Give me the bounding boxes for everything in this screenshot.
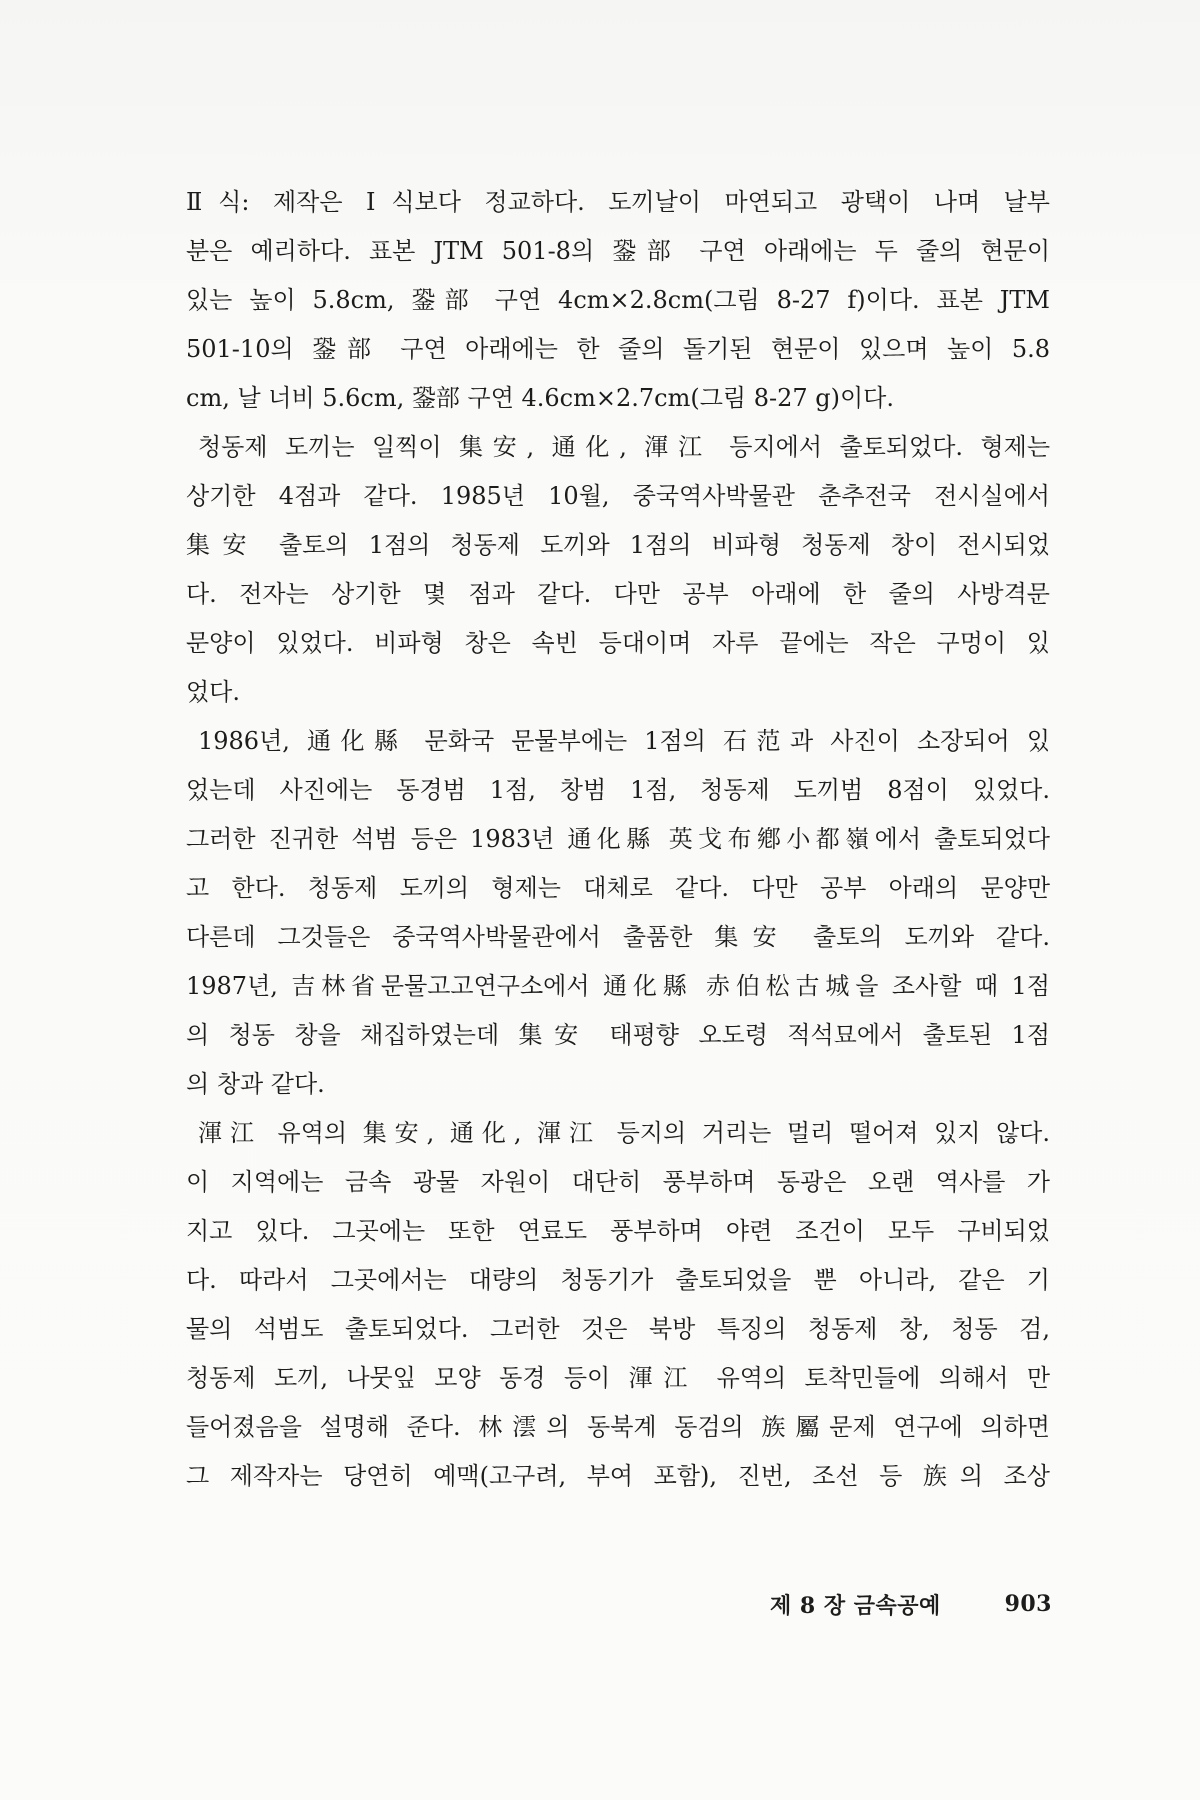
- chapter-title: 제 8 장 금속공예: [770, 1592, 941, 1619]
- text-line: 있는 높이 5.8cm, 銎部 구연 4cm×2.8cm(그림 8-27 f)이다. 표본 JTM: [186, 286, 1050, 314]
- text-line: 물의 석범도 출토되었다. 그러한 것은 북방 특징의 청동제 창, 청동 검,: [186, 1315, 1050, 1343]
- text-line: 상기한 4점과 같다. 1985년 10월, 중국역사박물관 춘추전국 전시실에서: [186, 482, 1050, 510]
- text-line: 集安 출토의 1점의 청동제 도끼와 1점의 비파형 청동제 창이 전시되었: [186, 531, 1050, 559]
- text-line: 었는데 사진에는 동경범 1점, 창범 1점, 청동제 도끼범 8점이 있었다.: [186, 776, 1050, 804]
- text-line: 고 한다. 청동제 도끼의 형제는 대체로 같다. 다만 공부 아래의 문양만: [186, 874, 1050, 902]
- page-number: 903: [1004, 1591, 1052, 1617]
- text-line: 1987년, 吉林省문물고고연구소에서 通化縣 赤伯松古城을 조사할 때 1점: [186, 972, 1050, 1000]
- text-line: 1986년, 通化縣 문화국 문물부에는 1점의 石范과 사진이 소장되어 있: [198, 727, 1050, 755]
- text-line: 渾江 유역의 集安, 通化, 渾江 등지의 거리는 멀리 떨어져 있지 않다.: [198, 1119, 1050, 1147]
- text-line: 다. 전자는 상기한 몇 점과 같다. 다만 공부 아래에 한 줄의 사방격문: [186, 580, 1050, 608]
- text-line: 지고 있다. 그곳에는 또한 연료도 풍부하며 야련 조건이 모두 구비되었: [186, 1217, 1050, 1245]
- text-line: 501-10의 銎部 구연 아래에는 한 줄의 돌기된 현문이 있으며 높이 5.8: [186, 335, 1050, 363]
- text-line: cm, 날 너비 5.6cm, 銎部 구연 4.6cm×2.7cm(그림 8-27 g)이다.: [186, 384, 894, 412]
- page-footer: [770, 1586, 1052, 1622]
- text-line: 분은 예리하다. 표본 JTM 501-8의 銎部 구연 아래에는 두 줄의 현문이: [186, 237, 1050, 265]
- text-line: 의 청동 창을 채집하였는데 集安 태평향 오도령 적석묘에서 출토된 1점: [186, 1021, 1050, 1049]
- text-line: 청동제 도끼는 일찍이 集安, 通化, 渾江 등지에서 출토되었다. 형제는: [198, 433, 1050, 461]
- text-line: 이 지역에는 금속 광물 자원이 대단히 풍부하며 동광은 오랜 역사를 가: [186, 1168, 1050, 1196]
- text-line: 다른데 그것들은 중국역사박물관에서 출품한 集安 출토의 도끼와 같다.: [186, 923, 1050, 951]
- text-line: 의 창과 같다.: [186, 1070, 325, 1098]
- text-line: 다. 따라서 그곳에서는 대량의 청동기가 출토되었을 뿐 아니라, 같은 기: [186, 1266, 1050, 1294]
- text-line: Ⅱ식: 제작은 Ⅰ식보다 정교하다. 도끼날이 마연되고 광택이 나며 날부: [186, 188, 1050, 216]
- text-line: 들어졌음을 설명해 준다. 林澐의 동북계 동검의 族屬문제 연구에 의하면: [186, 1413, 1050, 1441]
- text-line: 청동제 도끼, 나뭇잎 모양 동경 등이 渾江 유역의 토착민들에 의해서 만: [186, 1364, 1050, 1392]
- text-line: 었다.: [186, 678, 240, 706]
- body-text: [186, 178, 1050, 1501]
- text-line: 그러한 진귀한 석범 등은 1983년 通化縣 英戈布鄕小都嶺에서 출토되었다: [186, 825, 1050, 853]
- text-line: 그 제작자는 당연히 예맥(고구려, 부여 포함), 진번, 조선 등 族의 조상: [186, 1462, 1050, 1490]
- text-line: 문양이 있었다. 비파형 창은 속빈 등대이며 자루 끝에는 작은 구멍이 있: [186, 629, 1050, 657]
